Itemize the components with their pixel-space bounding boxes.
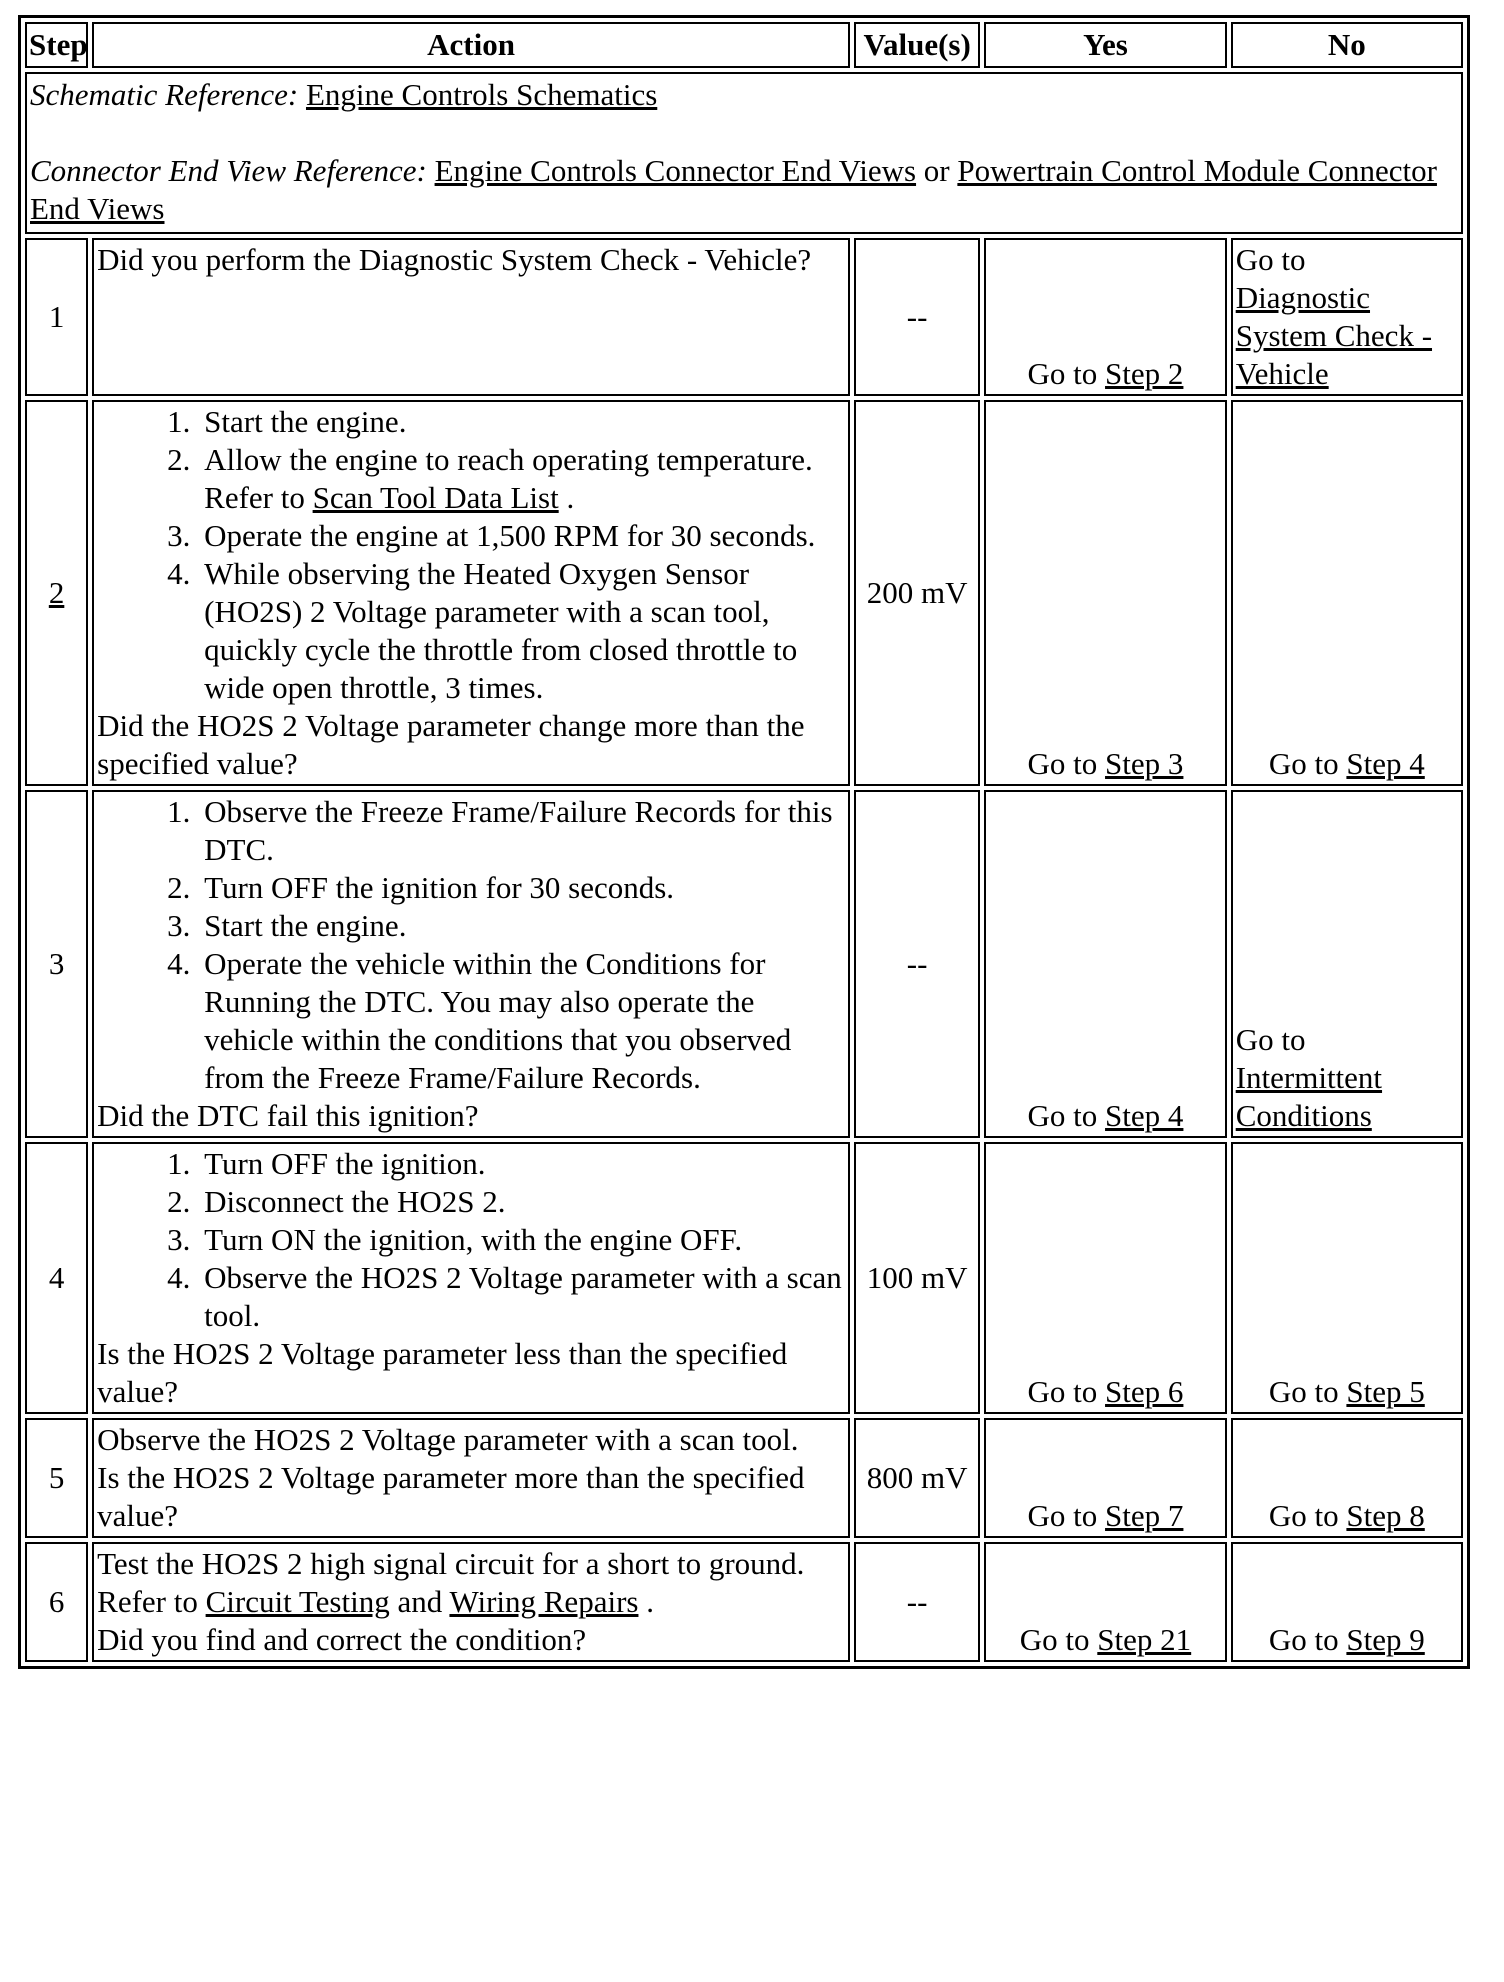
step-row-1 [25, 238, 1463, 396]
list-item: 1. Start the engine. [198, 403, 845, 441]
no-prefix: Go to [1268, 746, 1339, 781]
pcm-connector-end-views-link[interactable]: Powertrain Control Module Connector End Views [30, 153, 1437, 226]
no-prefix: Go to [1268, 1498, 1339, 1533]
diagnostic-table-frame [18, 15, 1470, 1669]
action-question: Did you perform the Diagnostic System Check - Vehicle? [97, 242, 812, 277]
step-action [92, 1418, 850, 1538]
scan-tool-data-list-link[interactable]: Scan Tool Data List [312, 480, 559, 515]
step-value: 100 mV [854, 1142, 980, 1414]
list-item: 2. Disconnect the HO2S 2. [198, 1183, 845, 1221]
step-value: 800 mV [854, 1418, 980, 1538]
step-value: -- [854, 1542, 980, 1662]
step-row-5 [25, 1418, 1463, 1538]
header-values: Value(s) [854, 22, 980, 68]
diagnostic-table [21, 18, 1467, 1666]
yes-prefix: Go to [1027, 1498, 1098, 1533]
header-yes: Yes [984, 22, 1226, 68]
step-row-4 [25, 1142, 1463, 1414]
action-question: Did the HO2S 2 Voltage parameter change more than the specified value? [97, 708, 805, 781]
list-item: 4. Operate the vehicle within the Conditions for Running the DTC. You may also operate the vehicle within the conditions that you observed from the Freeze Frame/Failure Records. [198, 945, 845, 1097]
step-no [1231, 1142, 1463, 1414]
step-2-anchor-link[interactable]: 2 [48, 575, 65, 610]
connector-or-text: or [923, 153, 950, 188]
step-yes [984, 790, 1226, 1138]
yes-prefix: Go to [1027, 356, 1098, 391]
action-question: Did you find and correct the condition? [97, 1622, 587, 1657]
action-instruction: Observe the HO2S 2 Voltage parameter with a scan tool. [97, 1422, 799, 1457]
no-step-link[interactable]: Step 9 [1346, 1622, 1425, 1657]
step-value: -- [854, 238, 980, 396]
step-row-6 [25, 1542, 1463, 1662]
list-item: 1. Observe the Freeze Frame/Failure Records for this DTC. [198, 793, 845, 869]
step-yes [984, 1418, 1226, 1538]
connector-reference [30, 152, 1458, 228]
list-item: 3. Turn ON the ignition, with the engine OFF. [198, 1221, 845, 1259]
step-no [1231, 238, 1463, 396]
diagnostic-system-check-link[interactable]: Diagnostic System Check - Vehicle [1235, 280, 1433, 391]
connector-reference-label: Connector End View Reference: [30, 153, 427, 188]
circuit-testing-link[interactable]: Circuit Testing [205, 1584, 390, 1619]
step-number: 4 [25, 1142, 88, 1414]
step-row-3 [25, 790, 1463, 1138]
schematic-reference [30, 76, 1458, 114]
no-step-link[interactable]: Step 5 [1346, 1374, 1425, 1409]
step-action [92, 238, 850, 396]
no-prefix: Go to [1235, 242, 1306, 277]
list-item: 2. Turn OFF the ignition for 30 seconds. [198, 869, 845, 907]
step-action [92, 1142, 850, 1414]
no-prefix: Go to [1235, 1022, 1306, 1057]
action-list [97, 1145, 845, 1335]
yes-prefix: Go to [1019, 1622, 1090, 1657]
wiring-repairs-link[interactable]: Wiring Repairs [449, 1584, 639, 1619]
intermittent-conditions-link[interactable]: Intermittent Conditions [1235, 1060, 1383, 1133]
list-item: 3. Operate the engine at 1,500 RPM for 30 seconds. [198, 517, 845, 555]
step-no [1231, 1418, 1463, 1538]
step-value: 200 mV [854, 400, 980, 786]
step-no [1231, 790, 1463, 1138]
step-action [92, 400, 850, 786]
step-yes [984, 1542, 1226, 1662]
header-row [25, 22, 1463, 68]
action-instruction: Test the HO2S 2 high signal circuit for a short to ground. Refer to Circuit Testing and Wiring Repairs . [97, 1546, 805, 1619]
step-number [25, 400, 88, 786]
step-no [1231, 400, 1463, 786]
header-step: Step [25, 22, 88, 68]
header-action: Action [92, 22, 850, 68]
no-prefix: Go to [1268, 1622, 1339, 1657]
no-step-link[interactable]: Step 4 [1346, 746, 1425, 781]
list-item: 3. Start the engine. [198, 907, 845, 945]
list-item: 2. Allow the engine to reach operating temperature. Refer to Scan Tool Data List . [198, 441, 845, 517]
yes-prefix: Go to [1027, 1098, 1098, 1133]
yes-step-link[interactable]: Step 6 [1105, 1374, 1184, 1409]
action-list [97, 793, 845, 1097]
yes-step-link[interactable]: Step 2 [1105, 356, 1184, 391]
no-prefix: Go to [1268, 1374, 1339, 1409]
step-number: 1 [25, 238, 88, 396]
yes-step-link[interactable]: Step 3 [1105, 746, 1184, 781]
step-yes [984, 1142, 1226, 1414]
yes-step-link[interactable]: Step 4 [1105, 1098, 1184, 1133]
yes-prefix: Go to [1027, 746, 1098, 781]
yes-prefix: Go to [1027, 1374, 1098, 1409]
list-item: 4. Observe the HO2S 2 Voltage parameter with a scan tool. [198, 1259, 845, 1335]
step-row-2 [25, 400, 1463, 786]
step-number: 6 [25, 1542, 88, 1662]
list-item: 4. While observing the Heated Oxygen Sensor (HO2S) 2 Voltage parameter with a scan tool, quickly cycle the throttle from closed throttle to wide open throttle, 3 times. [198, 555, 845, 707]
action-question: Is the HO2S 2 Voltage parameter more than the specified value? [97, 1460, 805, 1533]
engine-controls-schematics-link[interactable]: Engine Controls Schematics [305, 77, 658, 112]
step-value: -- [854, 790, 980, 1138]
step-number: 5 [25, 1418, 88, 1538]
yes-step-link[interactable]: Step 7 [1105, 1498, 1184, 1533]
list-item: 1. Turn OFF the ignition. [198, 1145, 845, 1183]
action-question: Is the HO2S 2 Voltage parameter less than the specified value? [97, 1336, 788, 1409]
step-no [1231, 1542, 1463, 1662]
schematic-reference-label: Schematic Reference: [30, 77, 299, 112]
yes-step-link[interactable]: Step 21 [1097, 1622, 1192, 1657]
step-yes [984, 400, 1226, 786]
action-question: Did the DTC fail this ignition? [97, 1098, 479, 1133]
no-step-link[interactable]: Step 8 [1346, 1498, 1425, 1533]
step-action [92, 790, 850, 1138]
action-list [97, 403, 845, 707]
step-action [92, 1542, 850, 1662]
engine-controls-connector-end-views-link[interactable]: Engine Controls Connector End Views [434, 153, 917, 188]
reference-cell [25, 72, 1463, 234]
step-yes [984, 238, 1226, 396]
header-no: No [1231, 22, 1463, 68]
reference-row [25, 72, 1463, 234]
step-number: 3 [25, 790, 88, 1138]
